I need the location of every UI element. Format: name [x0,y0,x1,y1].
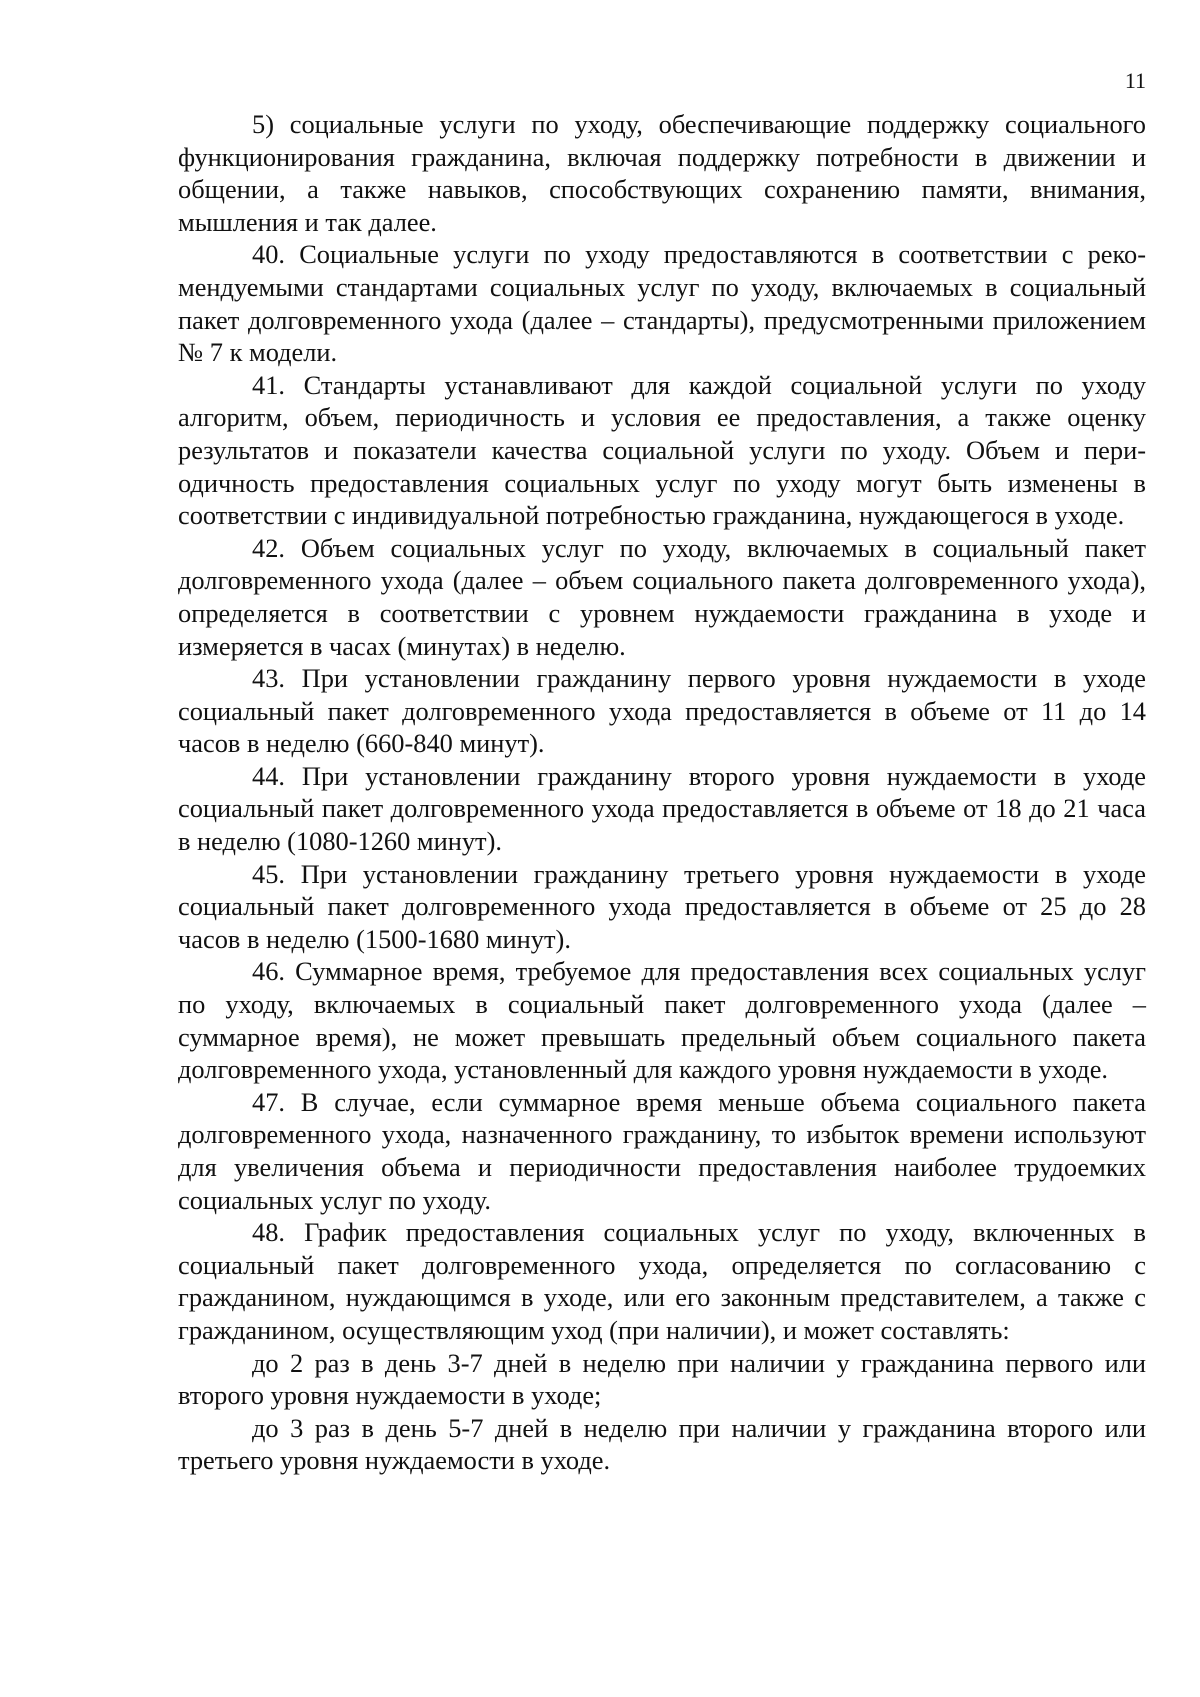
page-number: 11 [1124,68,1146,93]
paragraph-48: 48. График предоставления социальных услуг по уходу, включенных в социальный пакет долговременного ухода, определяется по согласованию с гражданином, нуждающимся в уходе, или его законным представителем, а также с гражданином, осуществляющим уход (при наличии), и может составлять: [178,1217,1146,1345]
paragraph-47: 47. В случае, если суммарное время меньше объема социального пакета долговременного ухода, назначенного гражданину, то избыток времени используют для увеличения объема и периодичности предоставления наиболее трудоемких социальных услуг по уходу. [178,1086,1146,1215]
paragraph-item-5: 5) социальные услуги по уходу, обеспечивающие поддержку социального функционирования гражданина, включая поддержку потребности в движении и общении, а также навыков, способствующих сохранению памяти, внимания, мышления и так далее. [178,109,1146,237]
paragraph-42: 42. Объем социальных услуг по уходу, включаемых в социальный пакет долговременного ухода (далее – объем социального пакета долговременного ухода), определяется в соответствии с уровнем нуждаемости гражданина в уходе и измеряется в часах (минутах) в неделю. [178,532,1146,661]
document-body [178,108,1146,1477]
paragraph-43: 43. При установлении гражданину первого уровня нуждаемости в уходе социальный пакет долговременного ухода предоставляется в объеме от 11 до 14 часов в неделю (660-840 минут). [178,663,1146,759]
schedule-option-second: до 3 раз в день 5-7 дней в неделю при наличии у гражданина второго или третьего уровня нуждаемости в уходе. [178,1412,1146,1476]
schedule-option-first: до 2 раз в день 3-7 дней в неделю при наличии у гражданина первого или второго уровня нуждаемости в уходе; [178,1347,1146,1411]
paragraph-45: 45. При установлении гражданину третьего уровня нуждаемости в уходе социальный пакет долговременного ухода предоставляется в объеме от 25 до 28 часов в неделю (1500-1680 минут). [178,858,1146,954]
paragraph-40: 40. Социальные услуги по уходу предоставляются в соответствии с рекомендуемыми стандартами социальных услуг по уходу, включаемых в социальный пакет долговременного ухода (далее – стандарты), предусмотренными приложением № 7 к модели. [178,239,1146,368]
paragraph-46: 46. Суммарное время, требуемое для предоставления всех социальных услуг по уходу, включаемых в социальный пакет долговременного ухода (далее – суммарное время), не может превышать предельный объем социального пакета долговременного ухода, установленный для каждого уровня нуждаемости в уходе. [178,956,1146,1085]
paragraph-41: 41. Стандарты устанавливают для каждой социальной услуги по уходу алгоритм, объем, периодичность и условия ее предоставления, а также оценку результатов и показатели качества социальной услуги по уходу. Объем и периодичность предоставления социальных услуг по уходу могут быть изменены в соответствии с индивидуальной потребностью гражданина, нуждающегося в уходе. [178,369,1146,531]
paragraph-44: 44. При установлении гражданину второго уровня нуждаемости в уходе социальный пакет долговременного ухода предоставляется в объеме от 18 до 21 часа в неделю (1080-1260 минут). [178,760,1146,857]
